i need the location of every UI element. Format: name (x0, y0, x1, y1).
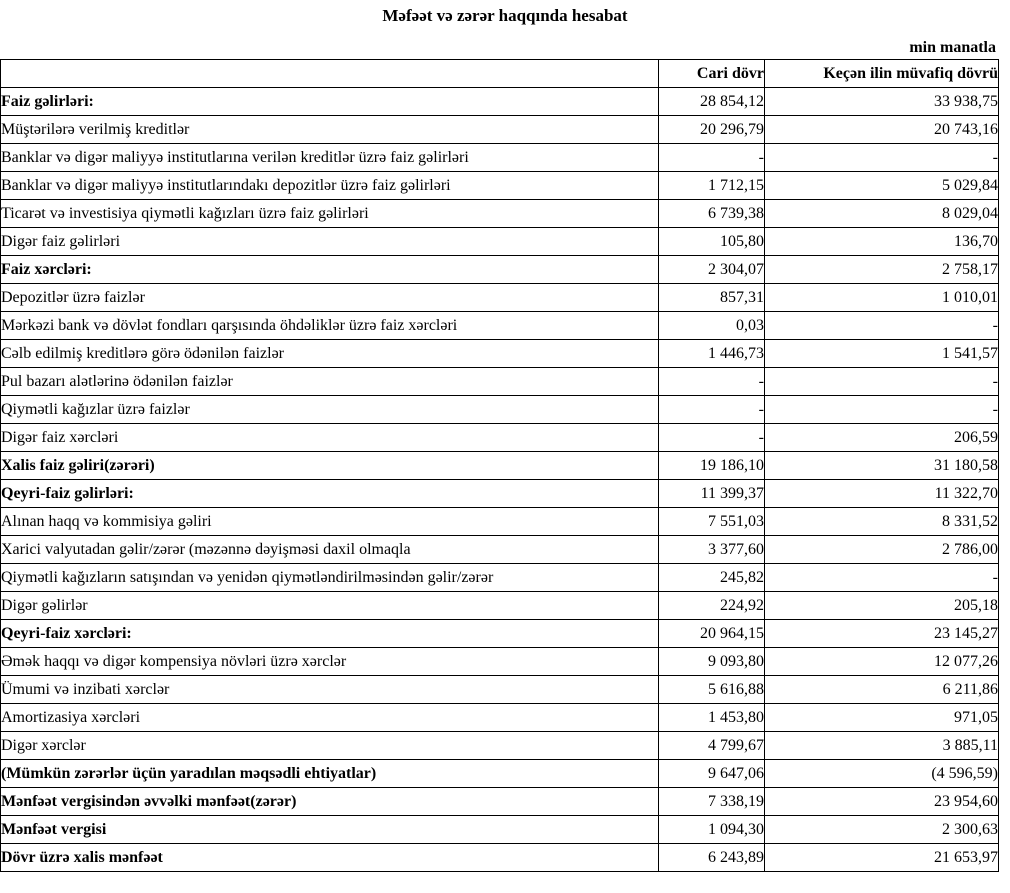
row-label: Digər faiz gəlirləri (1, 228, 659, 256)
row-value-current: 1 453,80 (659, 704, 765, 732)
row-label: Mərkəzi bank və dövlət fondları qarşısında öhdəliklər üzrə faiz xərcləri (1, 312, 659, 340)
row-value-previous: 8 029,04 (765, 200, 999, 228)
table-row (1, 648, 999, 676)
row-value-previous: 2 758,17 (765, 256, 999, 284)
row-value-previous: 1 541,57 (765, 340, 999, 368)
row-label: Qeyri-faiz gəlirləri: (1, 480, 659, 508)
row-value-previous: 136,70 (765, 228, 999, 256)
row-label: Faiz gəlirləri: (1, 88, 659, 116)
row-value-current: 9 647,06 (659, 760, 765, 788)
table-row (1, 284, 999, 312)
row-label: Pul bazarı alətlərinə ödənilən faizlər (1, 368, 659, 396)
table-row (1, 424, 999, 452)
row-value-current: 0,03 (659, 312, 765, 340)
row-value-current: - (659, 368, 765, 396)
table-row (1, 592, 999, 620)
row-value-previous: 12 077,26 (765, 648, 999, 676)
row-value-current: 7 551,03 (659, 508, 765, 536)
row-value-current: - (659, 396, 765, 424)
row-label: Mənfəət vergisindən əvvəlki mənfəət(zərər) (1, 788, 659, 816)
row-value-previous: 33 938,75 (765, 88, 999, 116)
row-value-current: 105,80 (659, 228, 765, 256)
table-row (1, 480, 999, 508)
row-value-previous: 11 322,70 (765, 480, 999, 508)
row-value-current: - (659, 144, 765, 172)
table-row (1, 256, 999, 284)
row-value-previous: 3 885,11 (765, 732, 999, 760)
table-row (1, 144, 999, 172)
row-label: Əmək haqqı və digər kompensiya növləri üzrə xərclər (1, 648, 659, 676)
row-value-previous: - (765, 144, 999, 172)
table-row (1, 452, 999, 480)
row-label: Digər gəlirlər (1, 592, 659, 620)
row-value-current: 1 094,30 (659, 816, 765, 844)
row-value-current: 1 446,73 (659, 340, 765, 368)
row-label: Cəlb edilmiş kreditlərə görə ödənilən faizlər (1, 340, 659, 368)
row-value-previous: 205,18 (765, 592, 999, 620)
row-value-current: 2 304,07 (659, 256, 765, 284)
row-value-current: 224,92 (659, 592, 765, 620)
table-row (1, 536, 999, 564)
table-row (1, 564, 999, 592)
row-value-previous: 2 300,63 (765, 816, 999, 844)
row-value-previous: - (765, 564, 999, 592)
table-row (1, 396, 999, 424)
row-label: Xalis faiz gəliri(zərəri) (1, 452, 659, 480)
col-header-previous-period: Keçən ilin müvafiq dövrü (765, 60, 999, 88)
row-value-previous: 5 029,84 (765, 172, 999, 200)
row-label: Digər faiz xərcləri (1, 424, 659, 452)
row-label: Ticarət və investisiya qiymətli kağızları üzrə faiz gəlirləri (1, 200, 659, 228)
row-value-current: 4 799,67 (659, 732, 765, 760)
col-header-empty (1, 60, 659, 88)
unit-note: min manatla (909, 39, 996, 56)
table-row (1, 368, 999, 396)
row-value-current: 6 739,38 (659, 200, 765, 228)
row-value-previous: - (765, 312, 999, 340)
row-value-previous: 2 786,00 (765, 536, 999, 564)
row-value-current: 7 338,19 (659, 788, 765, 816)
row-label: Mənfəət vergisi (1, 816, 659, 844)
row-value-current: - (659, 424, 765, 452)
row-value-previous: (4 596,59) (765, 760, 999, 788)
row-value-previous: - (765, 396, 999, 424)
row-value-current: 20 296,79 (659, 116, 765, 144)
table-row (1, 228, 999, 256)
row-value-previous: 20 743,16 (765, 116, 999, 144)
table-row (1, 732, 999, 760)
row-value-current: 245,82 (659, 564, 765, 592)
table-body (1, 88, 999, 872)
row-value-current: 6 243,89 (659, 844, 765, 872)
row-label: Faiz xərcləri: (1, 256, 659, 284)
row-value-current: 5 616,88 (659, 676, 765, 704)
table-row (1, 816, 999, 844)
row-value-current: 11 399,37 (659, 480, 765, 508)
row-value-previous: 23 145,27 (765, 620, 999, 648)
row-value-current: 9 093,80 (659, 648, 765, 676)
table-row (1, 704, 999, 732)
row-value-previous: 8 331,52 (765, 508, 999, 536)
table-row (1, 116, 999, 144)
row-value-current: 20 964,15 (659, 620, 765, 648)
row-label: Alınan haqq və kommisiya gəliri (1, 508, 659, 536)
row-label: Qeyri-faiz xərcləri: (1, 620, 659, 648)
table-row (1, 844, 999, 872)
row-value-current: 19 186,10 (659, 452, 765, 480)
row-value-previous: - (765, 368, 999, 396)
row-label: Ümumi və inzibati xərclər (1, 676, 659, 704)
row-value-previous: 23 954,60 (765, 788, 999, 816)
row-label: (Mümkün zərərlər üçün yaradılan məqsədli ehtiyatlar) (1, 760, 659, 788)
row-label: Banklar və digər maliyyə institutlarına verilən kreditlər üzrə faiz gəlirləri (1, 144, 659, 172)
table-header-row (1, 60, 999, 88)
row-label: Depozitlər üzrə faizlər (1, 284, 659, 312)
row-value-previous: 31 180,58 (765, 452, 999, 480)
row-label: Müştərilərə verilmiş kreditlər (1, 116, 659, 144)
table-row (1, 312, 999, 340)
table-row (1, 200, 999, 228)
row-value-current: 3 377,60 (659, 536, 765, 564)
row-label: Xarici valyutadan gəlir/zərər (məzənnə dəyişməsi daxil olmaqla (1, 536, 659, 564)
page-title: Məfəət və zərər haqqında hesabat (382, 6, 628, 25)
table-row (1, 620, 999, 648)
row-value-previous: 21 653,97 (765, 844, 999, 872)
table-row (1, 340, 999, 368)
table-row (1, 88, 999, 116)
row-label: Dövr üzrə xalis mənfəət (1, 844, 659, 872)
table-row (1, 760, 999, 788)
row-label: Qiymətli kağızlar üzrə faizlər (1, 396, 659, 424)
row-label: Digər xərclər (1, 732, 659, 760)
table-row (1, 676, 999, 704)
row-value-previous: 1 010,01 (765, 284, 999, 312)
table-row (1, 788, 999, 816)
row-value-previous: 6 211,86 (765, 676, 999, 704)
income-statement-table (0, 59, 999, 872)
col-header-current-period: Cari dövr (659, 60, 765, 88)
row-value-previous: 971,05 (765, 704, 999, 732)
table-row (1, 508, 999, 536)
row-value-current: 1 712,15 (659, 172, 765, 200)
row-label: Amortizasiya xərcləri (1, 704, 659, 732)
row-label: Banklar və digər maliyyə institutlarındakı depozitlər üzrə faiz gəlirləri (1, 172, 659, 200)
row-label: Qiymətli kağızların satışından və yenidən qiymətləndirilməsindən gəlir/zərər (1, 564, 659, 592)
row-value-previous: 206,59 (765, 424, 999, 452)
row-value-current: 857,31 (659, 284, 765, 312)
table-row (1, 172, 999, 200)
row-value-current: 28 854,12 (659, 88, 765, 116)
